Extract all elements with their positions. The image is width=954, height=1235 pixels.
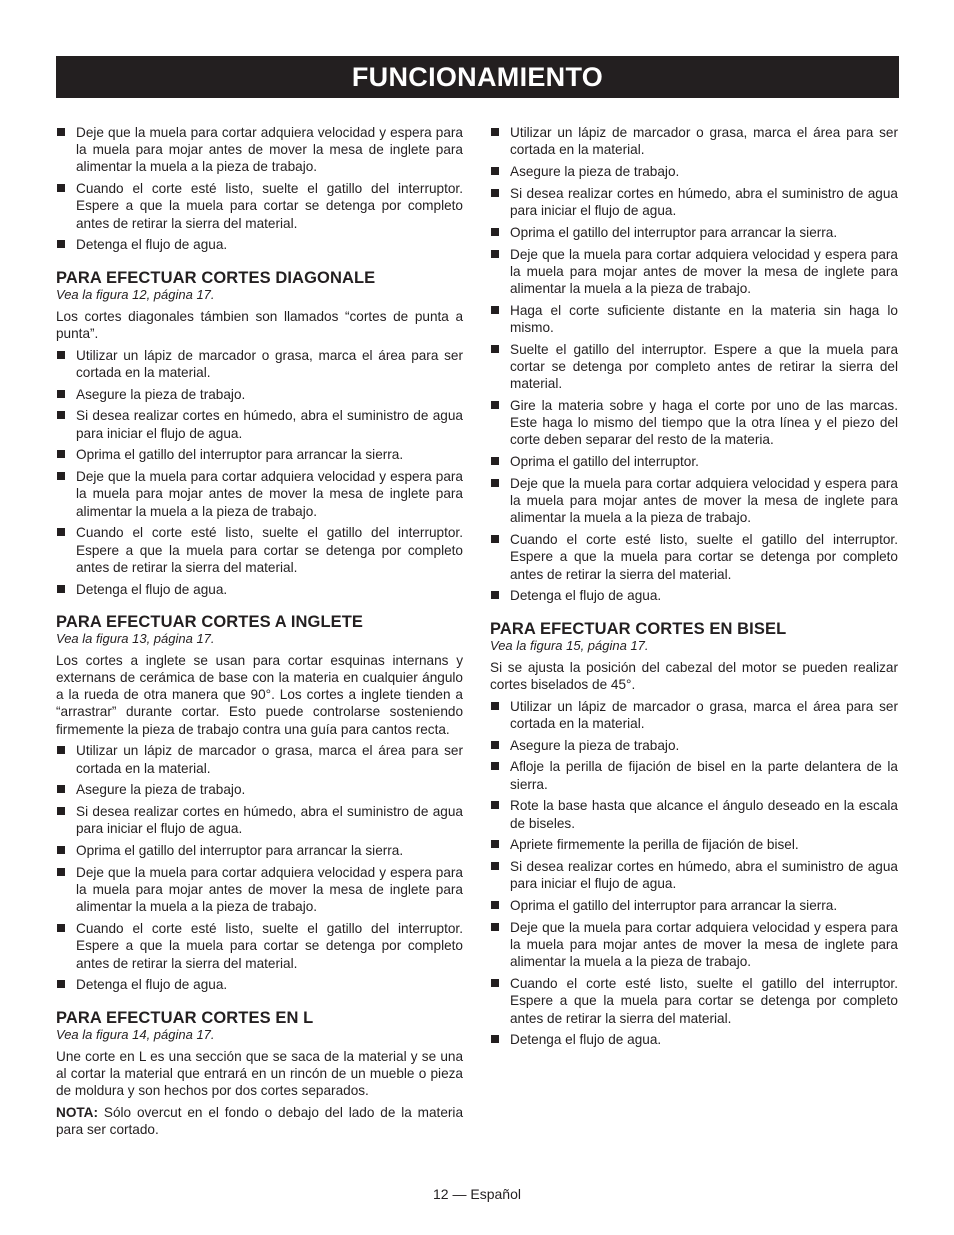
list-item: Asegure la pieza de trabajo. — [56, 386, 463, 403]
list-item: Asegure la pieza de trabajo. — [490, 737, 898, 754]
section-heading-inglete: PARA EFECTUAR CORTES A INGLETE — [56, 612, 364, 631]
list-item: Oprima el gatillo del interruptor. — [490, 453, 898, 470]
list-item: Detenga el flujo de agua. — [56, 581, 463, 598]
section-heading-diagonal: PARA EFECTUAR CORTES DIAGONALE — [56, 268, 376, 287]
list-item: Cuando el corte esté listo, suelte el gatillo del interruptor. Espere a que la muela para cortar se detenga por completo antes de retirar la sierra del material. — [56, 180, 463, 232]
list-item: Deje que la muela para cortar adquiera velocidad y espera para la muela para mojar antes de mover la mesa de inglete para alimentar la muela a la pieza de trabajo. — [56, 468, 463, 520]
list-item: Oprima el gatillo del interruptor para arrancar la sierra. — [490, 897, 898, 914]
note-text: Sólo overcut en el fondo o debajo del lado de la materia para ser cortado. — [56, 1104, 463, 1138]
list-item: Haga el corte suficiente distante en la materia sin haga lo mismo. — [490, 302, 898, 336]
list-item: Oprima el gatillo del interruptor para arrancar la sierra. — [56, 842, 463, 859]
list-item: Utilizar un lápiz de marcador o grasa, marca el área para ser cortada en la material. — [56, 347, 463, 381]
inglete-steps-list — [56, 742, 463, 993]
list-item: Detenga el flujo de agua. — [490, 1031, 898, 1048]
list-item: Suelte el gatillo del interruptor. Espere a que la muela para cortar se detenga por completo antes de retirar la sierra del material. — [490, 341, 898, 393]
page-footer: 12 — Español — [433, 1186, 521, 1202]
list-item: Asegure la pieza de trabajo. — [490, 163, 898, 180]
figure-reference: Vea la figura 12, página 17. — [56, 286, 215, 302]
list-item: Si desea realizar cortes en húmedo, abra el suministro de agua para iniciar el flujo de agua. — [56, 407, 463, 441]
list-item: Rote la base hasta que alcance el ángulo deseado en la escala de biseles. — [490, 797, 898, 831]
list-item: Gire la materia sobre y haga el corte por uno de las marcas. Este haga lo mismo del tiempo que la otra línea y el piezo del corte deben separar del resto de la materia. — [490, 397, 898, 449]
note-paragraph — [56, 1104, 463, 1138]
list-item: Cuando el corte esté listo, suelte el gatillo del interruptor. Espere a que la muela para cortar se detenga por completo antes de retirar la sierra del material. — [490, 975, 898, 1027]
list-item: Deje que la muela para cortar adquiera velocidad y espera para la muela para mojar antes de mover la mesa de inglete para alimentar la muela a la pieza de trabajo. — [490, 919, 898, 971]
en-l-steps-list — [490, 124, 898, 605]
note-label: NOTA: — [56, 1104, 99, 1120]
page-title: FUNCIONAMIENTO — [56, 56, 899, 98]
section-paragraph: Los cortes diagonales támbien son llamados “cortes de punta a punta”. — [56, 308, 463, 341]
list-item: Deje que la muela para cortar adquiera velocidad y espera para la muela para mojar antes de mover la mesa de inglete para alimentar la muela a la pieza de trabajo. — [490, 475, 898, 527]
section-heading-bisel: PARA EFECTUAR CORTES EN BISEL — [490, 619, 787, 638]
list-item: Si desea realizar cortes en húmedo, abra el suministro de agua para iniciar el flujo de agua. — [490, 858, 898, 892]
diagonal-steps-list — [56, 347, 463, 598]
figure-reference: Vea la figura 14, página 17. — [56, 1026, 215, 1042]
list-item: Cuando el corte esté listo, suelte el gatillo del interruptor. Espere a que la muela para cortar se detenga por completo antes de retirar la sierra del material. — [56, 920, 463, 972]
list-item: Deje que la muela para cortar adquiera velocidad y espera para la muela para mojar antes de mover la mesa de inglete para alimentar la muela a la pieza de trabajo. — [56, 124, 463, 176]
list-item: Cuando el corte esté listo, suelte el gatillo del interruptor. Espere a que la muela para cortar se detenga por completo antes de retirar la sierra del material. — [490, 531, 898, 583]
intro-list — [56, 124, 463, 254]
list-item: Utilizar un lápiz de marcador o grasa, marca el área para ser cortada en la material. — [56, 742, 463, 776]
list-item: Si desea realizar cortes en húmedo, abra el suministro de agua para iniciar el flujo de agua. — [56, 803, 463, 837]
section-paragraph: Si se ajusta la posición del cabezal del motor se pueden realizar cortes biselados de 45°. — [490, 659, 898, 692]
list-item: Deje que la muela para cortar adquiera velocidad y espera para la muela para mojar antes de mover la mesa de inglete para alimentar la muela a la pieza de trabajo. — [490, 246, 898, 298]
right-column — [490, 124, 898, 1053]
list-item: Detenga el flujo de agua. — [56, 236, 463, 253]
list-item: Deje que la muela para cortar adquiera velocidad y espera para la muela para mojar antes de mover la mesa de inglete para alimentar la muela a la pieza de trabajo. — [56, 864, 463, 916]
list-item: Cuando el corte esté listo, suelte el gatillo del interruptor. Espere a que la muela para cortar se detenga por completo antes de retirar la sierra del material. — [56, 524, 463, 576]
list-item: Oprima el gatillo del interruptor para arrancar la sierra. — [490, 224, 898, 241]
section-paragraph: Los cortes a inglete se usan para cortar esquinas internans y externans de cerámica de base con la materia en cualquier ángulo a la rueda de otra manera que 90°. Los cortes a inglete tienden a “arrastrar” durante cortar. Esto puede controlarse sosteniendo firmemente la pieza de trabajo contra una guía para cantos recta. — [56, 652, 463, 737]
list-item: Utilizar un lápiz de marcador o grasa, marca el área para ser cortada en la material. — [490, 124, 898, 158]
figure-reference: Vea la figura 15, página 17. — [490, 637, 649, 653]
list-item: Apriete firmemente la perilla de fijación de bisel. — [490, 836, 898, 853]
bisel-steps-list — [490, 698, 898, 1049]
list-item: Detenga el flujo de agua. — [56, 976, 463, 993]
list-item: Afloje la perilla de fijación de bisel en la parte delantera de la sierra. — [490, 758, 898, 792]
list-item: Utilizar un lápiz de marcador o grasa, marca el área para ser cortada en la material. — [490, 698, 898, 732]
list-item: Detenga el flujo de agua. — [490, 587, 898, 604]
section-paragraph: Une corte en L es una sección que se saca de la material y se una al cortar la material que entrará en un rincón de un mueble o pieza de moldura y son hechos por dos cortes separados. — [56, 1048, 463, 1099]
left-column — [56, 124, 463, 1143]
list-item: Si desea realizar cortes en húmedo, abra el suministro de agua para iniciar el flujo de agua. — [490, 185, 898, 219]
list-item: Oprima el gatillo del interruptor para arrancar la sierra. — [56, 446, 463, 463]
figure-reference: Vea la figura 13, página 17. — [56, 630, 215, 646]
list-item: Asegure la pieza de trabajo. — [56, 781, 463, 798]
section-heading-en-l: PARA EFECTUAR CORTES EN L — [56, 1008, 314, 1027]
